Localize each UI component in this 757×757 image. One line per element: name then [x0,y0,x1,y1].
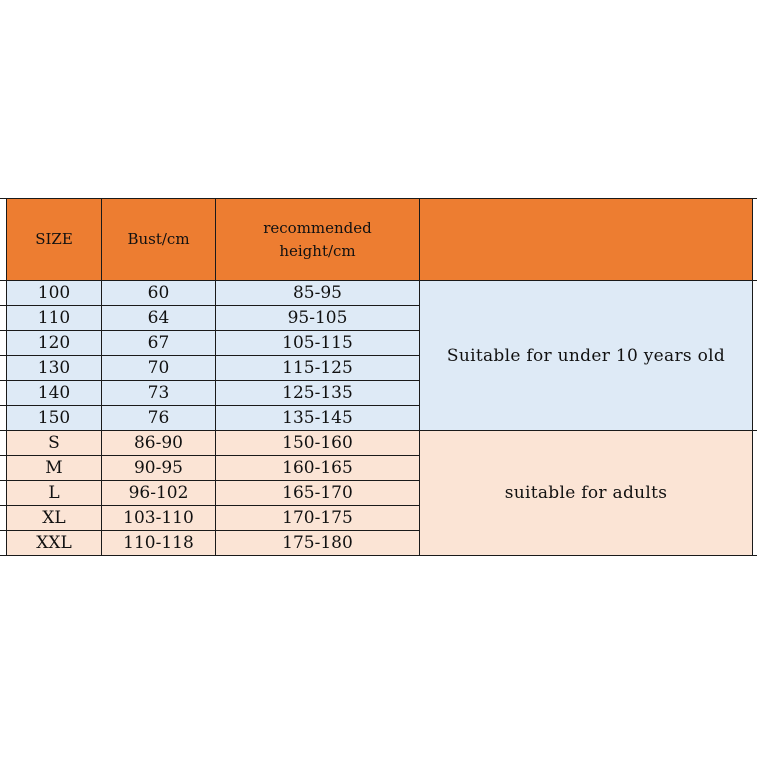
height-cell: 85-95 [216,281,420,306]
bust-cell: 90-95 [102,456,216,481]
bust-column-header: Bust/cm [102,199,216,281]
height-cell: 160-165 [216,456,420,481]
table-row [7,431,753,456]
bust-cell: 76 [102,406,216,431]
height-cell: 165-170 [216,481,420,506]
table-row [7,281,753,306]
size-cell: 110 [7,306,102,331]
height-header-line-2: height/cm [279,241,356,260]
height-cell: 125-135 [216,381,420,406]
height-cell: 115-125 [216,356,420,381]
height-header-line-1: recommended [263,218,372,237]
bust-cell: 110-118 [102,531,216,556]
bust-cell: 60 [102,281,216,306]
size-cell: XXL [7,531,102,556]
height-cell: 170-175 [216,506,420,531]
size-cell: S [7,431,102,456]
adults-note-cell: suitable for adults [420,431,753,556]
size-cell: XL [7,506,102,531]
height-cell: 105-115 [216,331,420,356]
size-cell: 100 [7,281,102,306]
bust-cell: 64 [102,306,216,331]
height-cell: 95-105 [216,306,420,331]
size-cell: M [7,456,102,481]
size-column-header: SIZE [7,199,102,281]
size-cell: L [7,481,102,506]
note-column-header [420,199,753,281]
kids-note-cell: Suitable for under 10 years old [420,281,753,431]
bust-cell: 73 [102,381,216,406]
size-cell: 130 [7,356,102,381]
height-column-header [216,199,420,281]
bust-cell: 103-110 [102,506,216,531]
size-cell: 140 [7,381,102,406]
height-cell: 150-160 [216,431,420,456]
bust-cell: 70 [102,356,216,381]
size-chart-table [6,198,753,556]
size-cell: 150 [7,406,102,431]
bust-cell: 86-90 [102,431,216,456]
header-row [7,199,753,281]
height-cell: 135-145 [216,406,420,431]
height-cell: 175-180 [216,531,420,556]
size-cell: 120 [7,331,102,356]
bust-cell: 96-102 [102,481,216,506]
bust-cell: 67 [102,331,216,356]
